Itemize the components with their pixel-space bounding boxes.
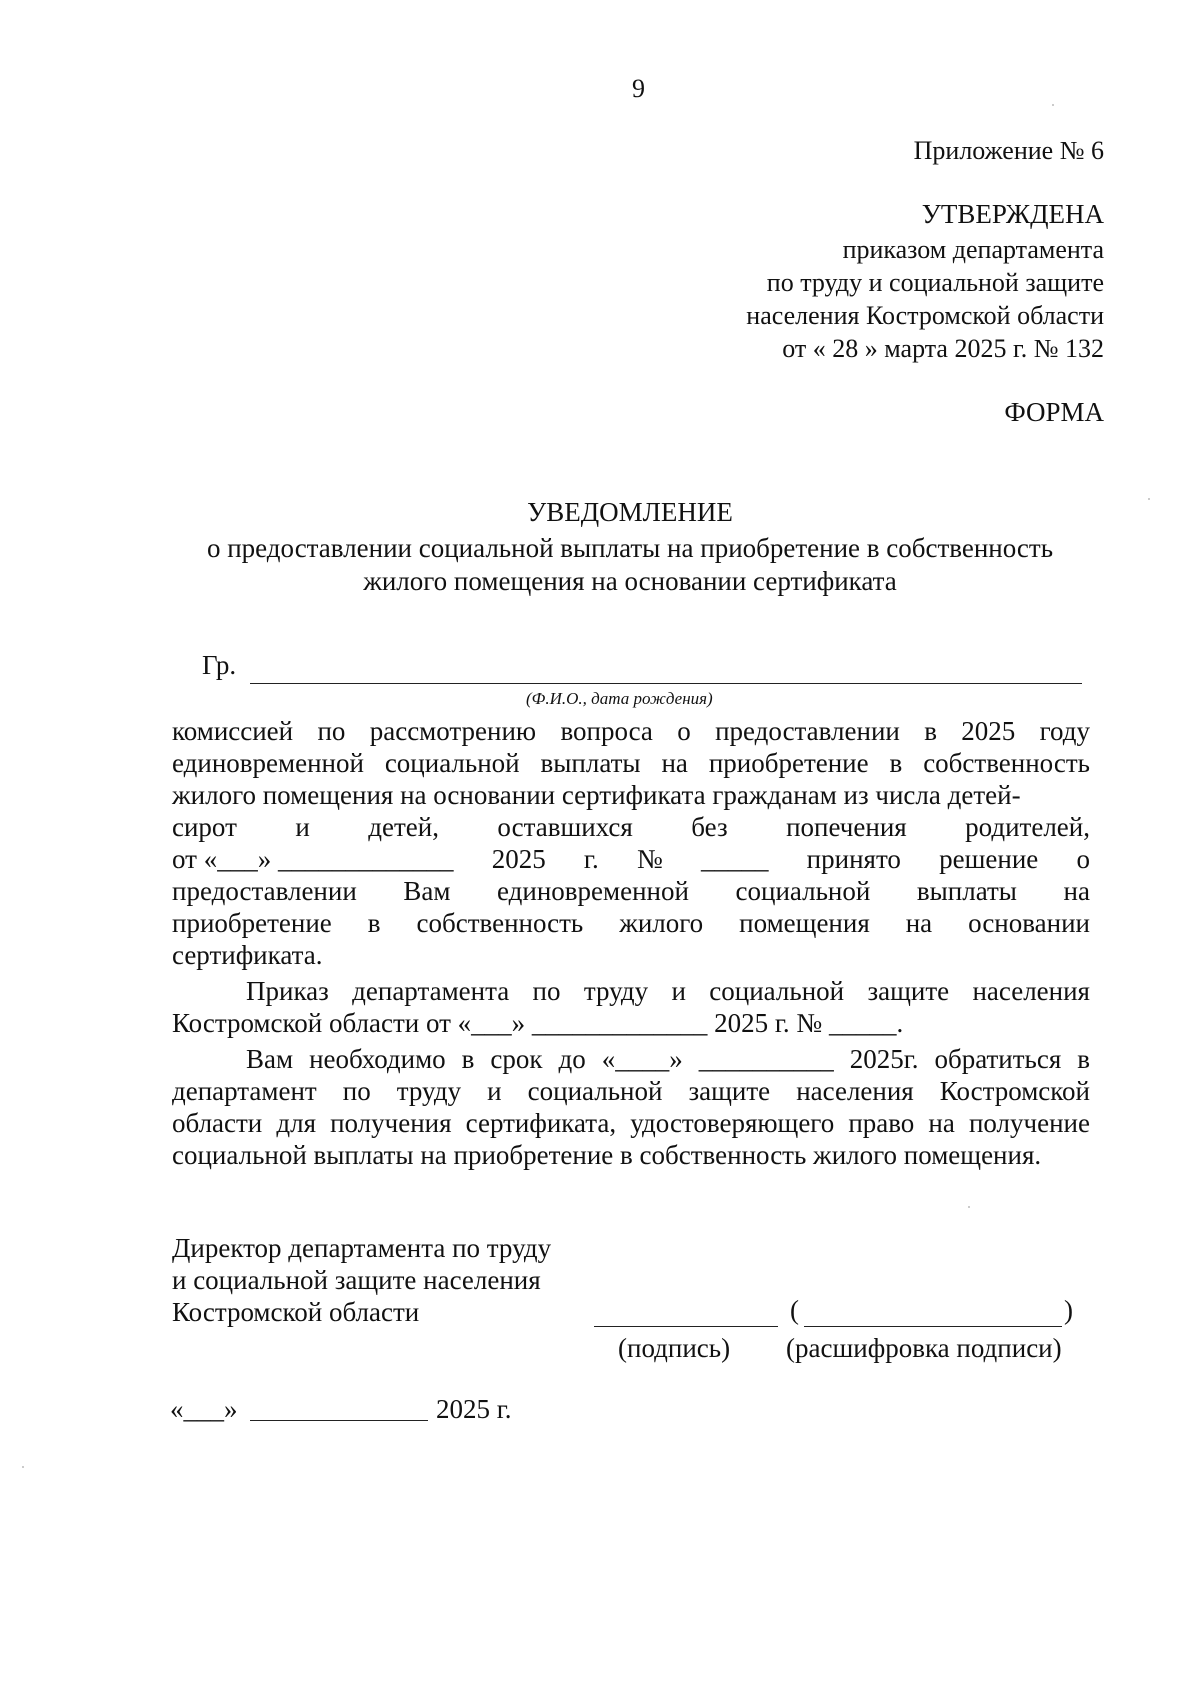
word: о [677, 716, 691, 746]
word: __________ [698, 1044, 834, 1074]
word: «____» [601, 1044, 683, 1074]
word: в [367, 908, 381, 938]
word: социальной [735, 876, 871, 906]
word: помещения [739, 908, 870, 938]
word: и [671, 976, 686, 1006]
word: для [276, 1108, 316, 1138]
document-subtitle-line1: о предоставлении социальной выплаты на приобретение в собственность [206, 533, 1054, 563]
word: основании [968, 908, 1090, 938]
word: сертификата, [465, 1108, 617, 1138]
word: 2025 [961, 716, 1016, 746]
word: решение [939, 844, 1039, 874]
appendix-label: Приложение № 6 [913, 136, 1104, 165]
word: социальной [527, 1076, 663, 1106]
paragraph1-line1 [172, 716, 1090, 747]
word: на [928, 1108, 955, 1138]
word: Вам [246, 1044, 294, 1074]
word: единовременной [497, 876, 689, 906]
word: детей, [368, 812, 439, 842]
word: департамента [352, 976, 510, 1006]
word: удостоверяющего [630, 1108, 835, 1138]
word: получение [968, 1108, 1090, 1138]
page-number: 9 [632, 74, 645, 103]
signature-fill-line[interactable] [594, 1326, 778, 1327]
word: о [1076, 844, 1090, 874]
word: приобретение [172, 908, 332, 938]
paragraph1-line7 [172, 908, 1090, 939]
word: сирот [172, 812, 237, 842]
recipient-fill-line[interactable] [250, 683, 1082, 684]
word: Вам [403, 876, 451, 906]
decode-fill-line[interactable] [804, 1326, 1062, 1327]
date-day-field: «___» [170, 1394, 238, 1424]
word: _____ [700, 844, 769, 874]
word: единовременной [172, 748, 364, 778]
word: на [661, 748, 688, 778]
word: № [636, 844, 663, 874]
paragraph1-line6 [172, 876, 1090, 907]
decode-caption: (расшифровка подписи) [786, 1333, 1062, 1363]
recipient-prefix: Гр. [202, 650, 237, 680]
word: получения [330, 1108, 452, 1138]
word: оставшихся [497, 812, 633, 842]
word: социальной [709, 976, 845, 1006]
decode-close-paren: ) [1064, 1295, 1073, 1325]
paragraph1-line4 [172, 812, 1090, 843]
word: рассмотрению [369, 716, 537, 746]
word: предоставлении [715, 716, 900, 746]
word: и [295, 812, 310, 842]
word: году [1039, 716, 1090, 746]
director-title-line2: и социальной защите населения [172, 1265, 541, 1295]
word: выплаты [916, 876, 1017, 906]
word: области [172, 1108, 263, 1138]
scan-speck [1148, 498, 1150, 500]
word: по [317, 716, 346, 746]
word: г. [583, 844, 599, 874]
word: жилого [619, 908, 704, 938]
word: собственность [416, 908, 584, 938]
approved-order-line: приказом департамента [842, 235, 1104, 264]
word: в [461, 1044, 475, 1074]
word: родителей, [965, 812, 1090, 842]
word: населения [796, 1076, 914, 1106]
approved-department-line: по труду и социальной защите [766, 268, 1104, 297]
word: в [1077, 1044, 1090, 1074]
word: собственность [923, 748, 1090, 778]
paragraph1-line2 [172, 748, 1090, 779]
word: приобретение [708, 748, 869, 778]
director-title-line3: Костромской области [172, 1297, 420, 1327]
paragraph3-line1 [246, 1044, 1090, 1075]
approved-region-line: населения Костромской области [746, 301, 1104, 330]
approved-date-line: от « 28 » марта 2025 г. № 132 [782, 334, 1104, 363]
word: без [691, 812, 728, 842]
word: до [558, 1044, 586, 1074]
paragraph2-line2: Костромской области от «___» _____________ 2025 г. № _____. [172, 1008, 904, 1038]
decode-open-paren: ( [790, 1295, 799, 1325]
date-month-fill-line[interactable] [250, 1420, 428, 1421]
form-label: ФОРМА [1004, 397, 1104, 427]
word: защите [867, 976, 950, 1006]
paragraph2-line1 [246, 976, 1090, 1007]
paragraph1-line8: сертификата. [172, 940, 323, 970]
word: населения [972, 976, 1090, 1006]
word: срок [490, 1044, 543, 1074]
date-year: 2025 г. [436, 1394, 512, 1424]
word: социальной [384, 748, 520, 778]
word: попечения [786, 812, 907, 842]
document-subtitle-line2: жилого помещения на основании сертификата [363, 566, 897, 596]
scan-speck [22, 1466, 24, 1468]
word: и [487, 1076, 502, 1106]
document-title: УВЕДОМЛЕНИЕ [527, 497, 733, 527]
word: по [342, 1076, 371, 1106]
word: необходимо [309, 1044, 446, 1074]
word: на [1063, 876, 1090, 906]
word: 2025 [491, 844, 546, 874]
word: труду [396, 1076, 462, 1106]
director-title-line1: Директор департамента по труду [172, 1233, 552, 1263]
word: предоставлении [172, 876, 357, 906]
word: вопроса [560, 716, 653, 746]
word: принято [806, 844, 901, 874]
word: в [889, 748, 903, 778]
word: от «___» _____________ [172, 844, 454, 874]
word: департамент [172, 1076, 317, 1106]
signature-caption: (подпись) [618, 1333, 731, 1363]
scan-speck [1052, 104, 1054, 106]
approved-label: УТВЕРЖДЕНА [921, 199, 1104, 229]
word: право [848, 1108, 915, 1138]
word: Приказ [246, 976, 329, 1006]
word: 2025г. [849, 1044, 919, 1074]
word: комиссией [172, 716, 294, 746]
word: обратиться [934, 1044, 1062, 1074]
word: выплаты [540, 748, 641, 778]
paragraph1-line5 [172, 844, 1090, 875]
word: Костромской [939, 1076, 1090, 1106]
word: в [924, 716, 937, 746]
scan-speck [968, 1206, 970, 1208]
word: на [905, 908, 933, 938]
word: труду [583, 976, 649, 1006]
word: по [532, 976, 561, 1006]
recipient-caption: (Ф.И.О., дата рождения) [526, 689, 713, 708]
paragraph1-line3: жилого помещения на основании сертификата гражданам из числа детей- [172, 780, 1021, 810]
paragraph3-line3 [172, 1108, 1090, 1139]
word: защите [688, 1076, 771, 1106]
paragraph3-line4: социальной выплаты на приобретение в собственность жилого помещения. [172, 1140, 1042, 1170]
paragraph3-line2 [172, 1076, 1090, 1107]
